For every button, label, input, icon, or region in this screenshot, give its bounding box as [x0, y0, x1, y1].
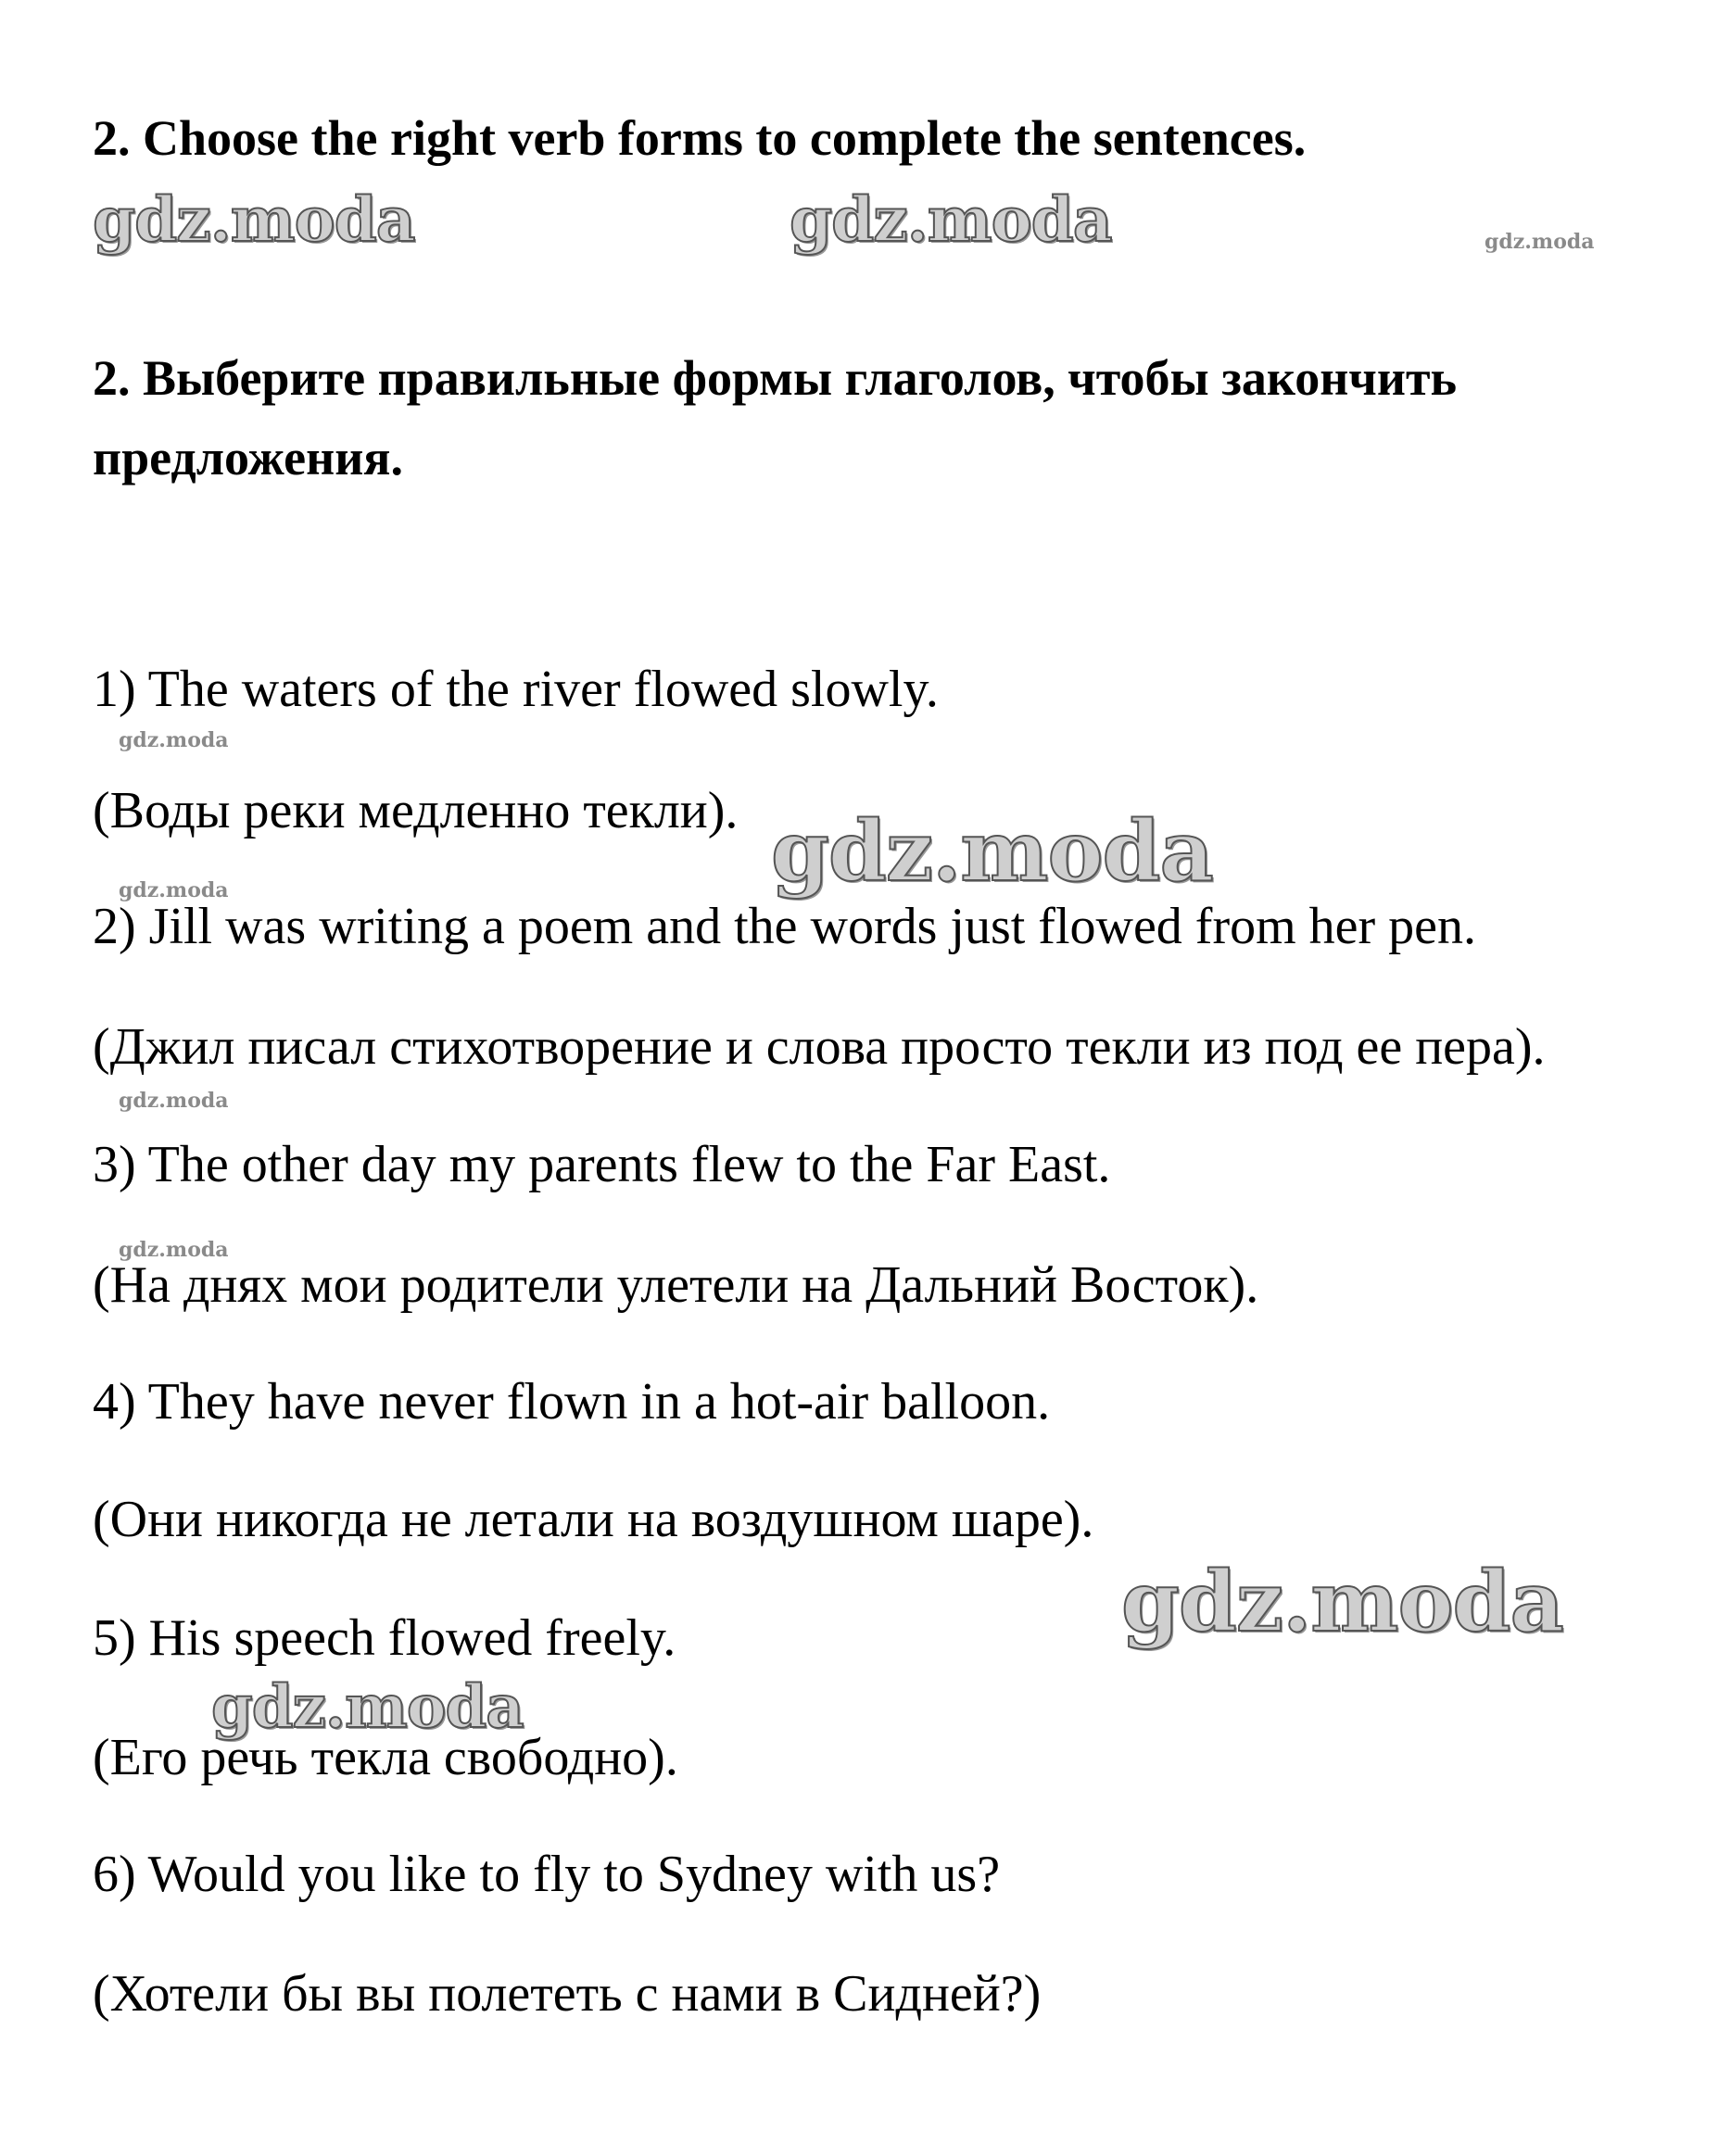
watermark: gdz.moda [93, 183, 415, 256]
sentence-4-russian: (Они никогда не летали на воздушном шаре). [93, 1491, 1094, 1548]
task-heading-russian: 2. Выберите правильные формы глаголов, чтобы закончить предложения. [93, 350, 1458, 485]
sentence-4-english: 4) They have never flown in a hot-air balloon. [93, 1373, 1051, 1431]
sentence-1-russian: (Воды реки медленно текли). [93, 782, 739, 839]
sentence-5-english: 5) His speech flowed freely. [93, 1609, 676, 1667]
sentence-5-russian: (Его речь текла свободно). [93, 1729, 678, 1786]
task-heading-english: 2. Choose the right verb forms to complete the sentences. [93, 110, 1307, 166]
watermark: gdz.moda [119, 878, 229, 902]
watermark: gdz.moda [211, 1672, 524, 1742]
sentence-3-english: 3) The other day my parents flew to the Far East. [93, 1136, 1111, 1193]
watermark: gdz.moda [1485, 230, 1595, 254]
sentence-3-russian: (На днях мои родители улетели на Дальний Восток). [93, 1256, 1259, 1314]
watermark: gdz.moda [771, 802, 1213, 901]
watermark: gdz.moda [790, 183, 1112, 256]
sentence-6-english: 6) Would you like to fly to Sydney with us? [93, 1846, 1001, 1903]
watermark: gdz.moda [119, 728, 229, 752]
sentence-1-english: 1) The waters of the river flowed slowly. [93, 661, 939, 718]
sentence-2-english: 2) Jill was writing a poem and the words just flowed from her pen. [93, 898, 1477, 955]
watermark: gdz.moda [119, 1238, 229, 1262]
sentence-2-russian: (Джил писал стихотворение и слова просто текли из под ее пера). [93, 1018, 1546, 1076]
watermark: gdz.moda [119, 1089, 229, 1113]
sentence-6-russian: (Хотели бы вы полететь с нами в Сидней?) [93, 1965, 1042, 2023]
watermark: gdz.moda [1121, 1553, 1563, 1651]
